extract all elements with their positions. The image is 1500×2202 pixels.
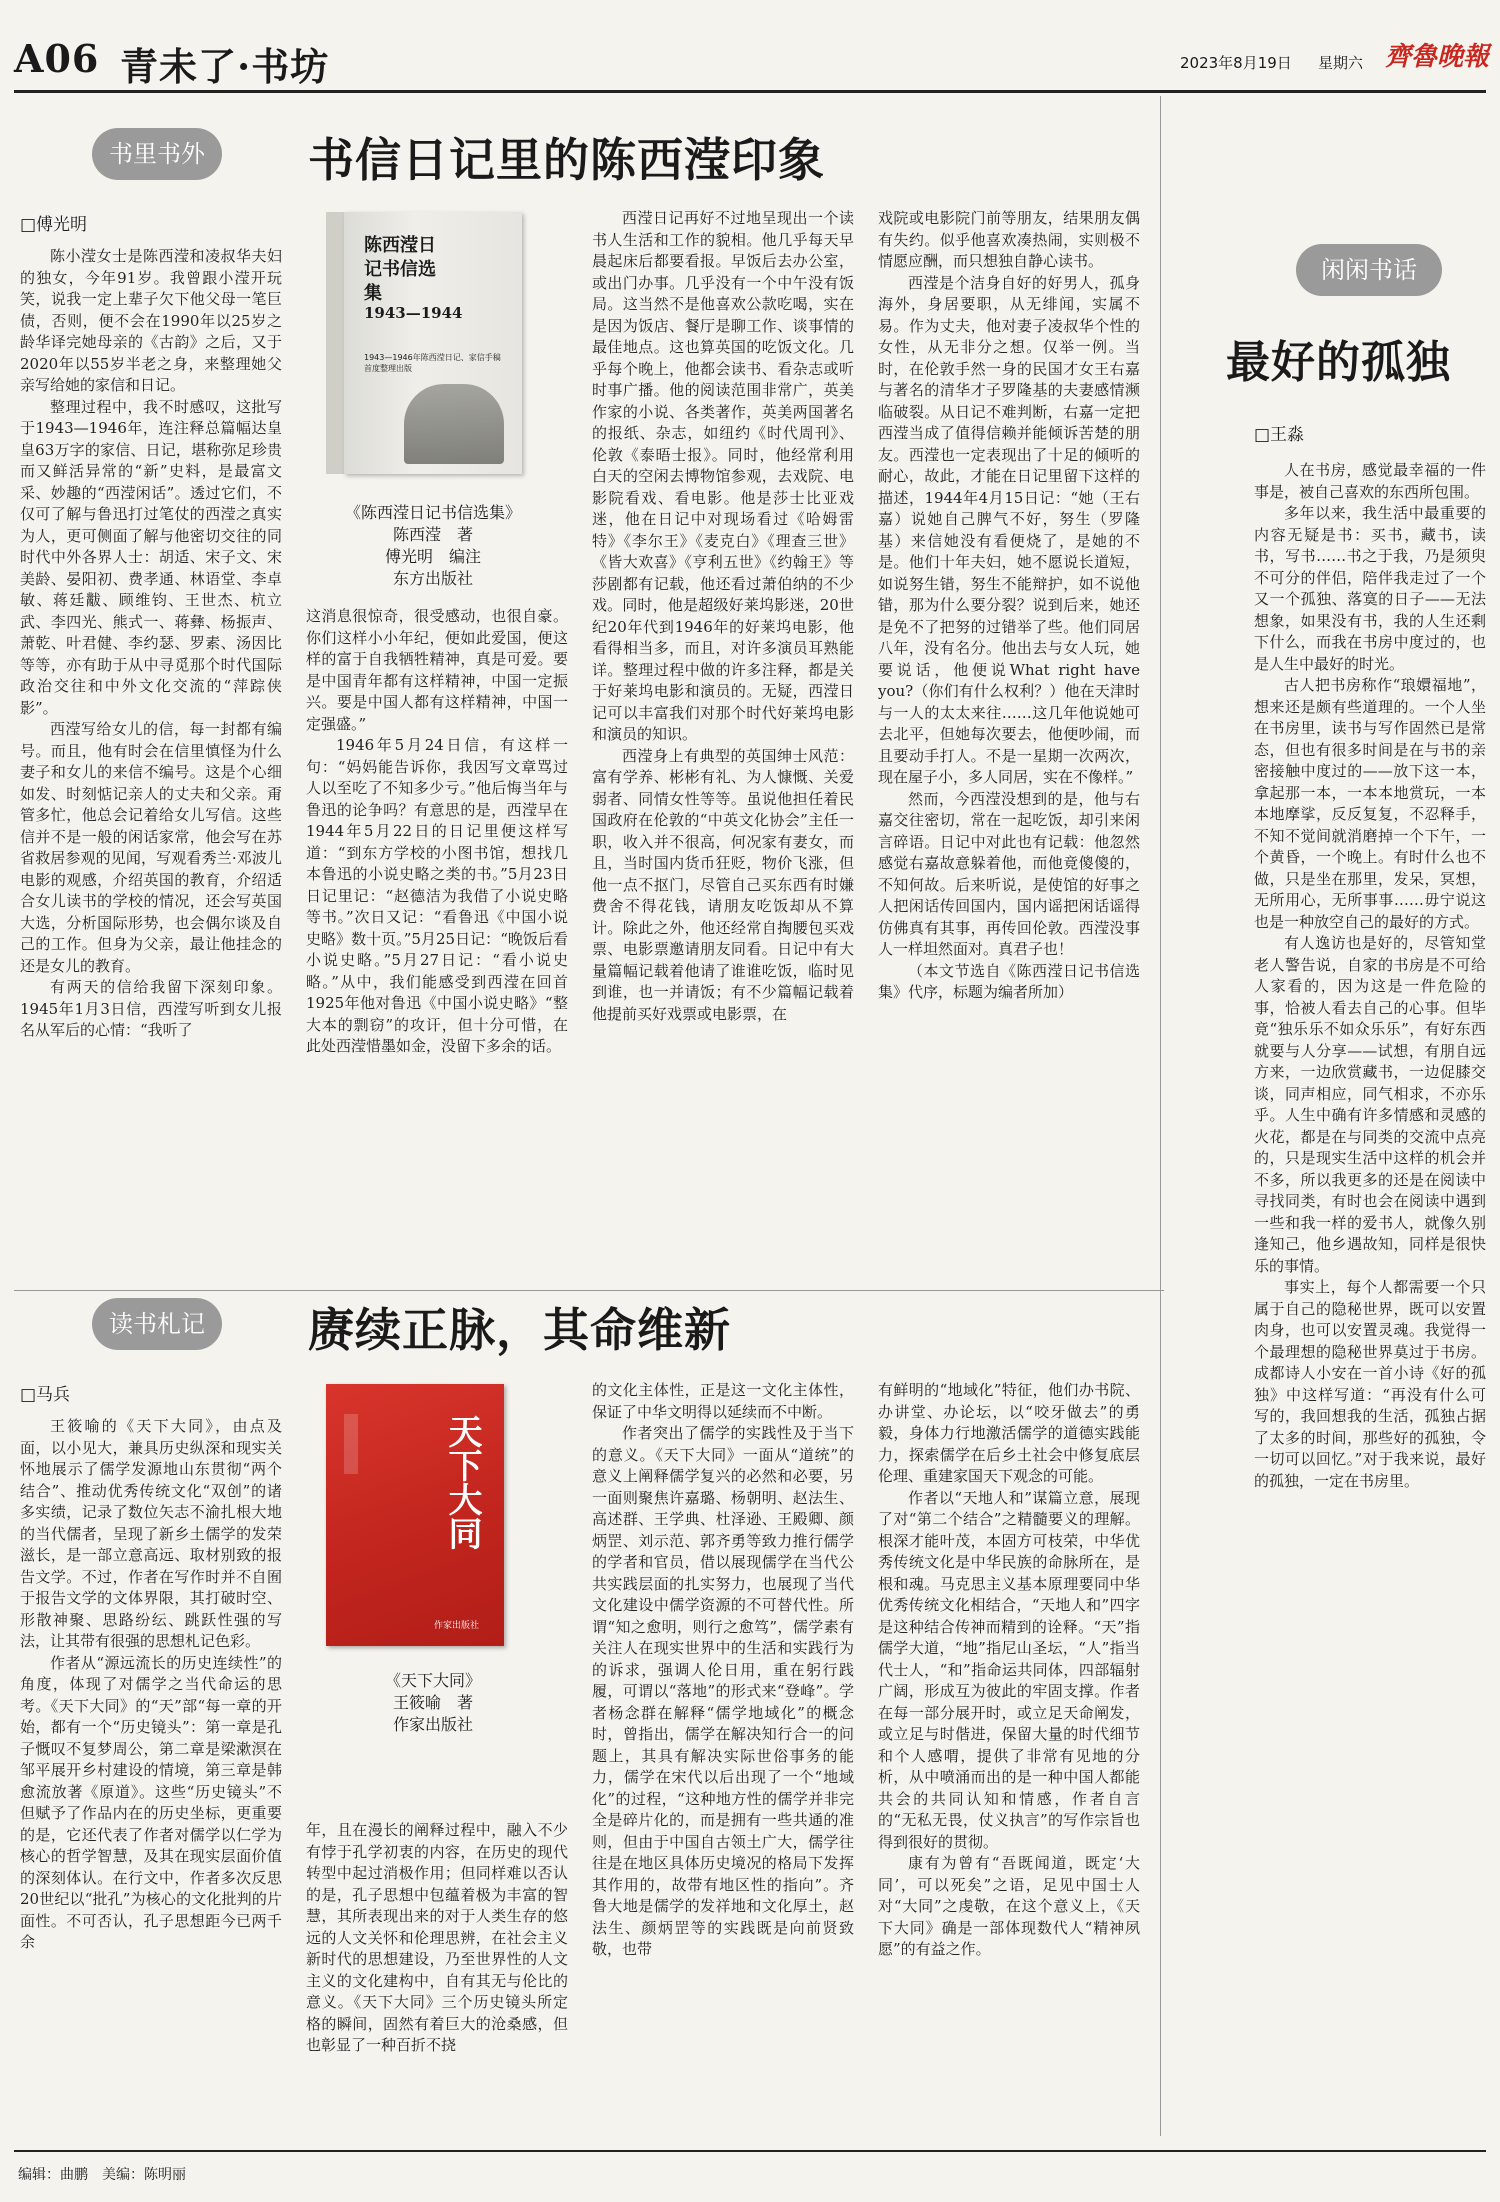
paragraph: 王筱喻的《天下大同》，由点及面，以小见大，兼具历史纵深和现实关怀地展示了儒学发源地山东贯彻“两个结合”、推动优秀传统文化“双创”的诸多实绩，记录了数位矢志不渝扎根大地的当代儒者，呈现了新乡土儒学的发荣滋长，是一部立意高远、取材别致的报告文学。不过，作者在写作时并不自囿于报告文学的文体界限，其打破时空、形散神聚、思路纷纭、跳跃性强的写法，让其带有很强的思想札记色彩。 [20,1417,282,1650]
book-cover-years: 1943—1944 [364,304,463,322]
paragraph: 有人逸访也是好的，尽管知堂老人警告说，自家的书房是不可给人家看的，因为这是一件危险的事，恰被人看去自己的心事。但毕竟“独乐乐不如众乐乐”，有好东西就要与人分享——试想，有朋自远方来，一边欣赏藏书，一边促膝交谈，同声相应，同气相求，不亦乐乎。人生中确有许多情感和灵感的火花，都是在与同类的交流中点亮的，只是现实生活中这样的机会并不多，所以我更多的还是在阅读中寻找同类，有时也会在阅读中遇到一些和我一样的爱书人，就像久别逢知己，他乡遇故知，同样是很快乐的事情。 [1254,934,1486,1275]
paragraph: 作者以“天地人和”谋篇立意，展现了对“第二个结合”之精髓要义的理解。根深才能叶茂，本固方可枝荣，中华优秀传统文化是中华民族的命脉所在，是根和魂。马克思主义基本原理要同中华优秀传统文化相结合，“天地人和”四字是这种结合传神而精到的诠释。“天”指儒学大道，“地”指尼山圣坛，“人”指当代士人，“和”指命运共同体，四部辐射广阔，形成互为彼此的牢固支撑。作者在每一部分展开时，或立足天命阐发，或立足与时偕进，保留大量的时代细节和个人感喟，提供了非常有见地的分析，从中喷涌而出的是一种中国人都能共会的共同认知和情感，作者自言的“无私无畏，仗义执言”的写作宗旨也得到很好的贯彻。 [878,1488,1140,1851]
footer-rule [14,2150,1486,2152]
article1-col3 [592,208,854,1286]
paragraph: 年，且在漫长的阐释过程中，融入不少有悖于孔学初衷的内容，在历史的现代转型中起过消极作用；但同样难以否认的是，孔子思想中包蕴着极为丰富的智慧，其所表现出来的对于人类生存的悠远的人文关怀和伦理思辨，在社会主义新时代的思想建设，乃至世界性的人文主义的文化建构中，自有其无与伦比的意义。《天下大同》三个历史镜头所定格的瞬间，固然有着巨大的沧桑感，但也彰显了一种百折不挠 [306,1821,568,2054]
book-cover-subtitle: 1943—1946年陈西滢日记、家信手稿首度整理出版 [364,353,501,373]
page-number: A06 [14,36,100,81]
paragraph: 古人把书房称作“琅嬛福地”，想来还是颇有些道理的。一个人坐在书房里，读书与写作固然已是常态，但也有很多时间是在与书的亲密接触中度过的——放下这一本，拿起那一本，一本本地赏玩，一本本地摩挲，反反复复，不忍释手，不知不觉间就消磨掉一个下午，一个黄昏，一个晚上。有时什么也不做，只是坐在那里，发呆，冥想，无所用心，无所事事……毋宁说这也是一种放空自己的最好的方式。 [1254,676,1486,931]
column-badge-shuli: 书里书外 [92,128,222,180]
sidebar-title: 最好的孤独 [1226,337,1451,388]
book-cover-small-title [344,1414,358,1474]
column-badge-dushu: 读书札记 [92,1298,222,1350]
paragraph: （本文节选自《陈西滢日记书信选集》代序，标题为编者所加） [878,961,1140,1001]
paragraph: 西滢身上有典型的英国绅士风范：富有学养、彬彬有礼、为人慷慨、关爱弱者、同情女性等等。虽说他担任着民国政府在伦敦的“中英文化协会”主任一职，收入并不很高，何况家有妻女，而且，当时国内货币狂贬，物价飞涨，但他一点不抠门，尽管自己买东西有时嫌费舍不得花钱，请朋友吃饭却从不算计。除此之外，他还经常自掏腰包买戏票、电影票邀请朋友同看。日记中有大量篇幅记载着他请了谁谁吃饭，临时见到谁，也一并请饭；有不少篇幅记载着他提前买好戏票或电影票，在 [592,746,854,1023]
paragraph: 西滢写给女儿的信，每一封都有编号。而且，他有时会在信里慎怪为什么妻子和女儿的来信不编号。这是个心细如发、时刻惦记亲人的丈夫和父亲。甭管多忙，他总会记着给女儿写信。这些信并不是一般的闲话家常，他会写在苏省救居参观的见闻，写观看秀兰·邓波儿电影的观感，介绍英国的教育，介绍适合女儿读书的学校的情况，还会写英国大选，分析国际形势，也会偶尔谈及自己的工作。但身为父亲，最让他挂念的还是女儿的教育。 [20,720,282,975]
footer-credits: 编辑：曲鹏 美编：陈明丽 [18,2167,186,2183]
book1-caption-author: 陈西滢 著 [392,525,473,544]
section-divider [14,1290,1164,1291]
article1-col4 [878,208,1140,1286]
paragraph: 作者突出了儒学的实践性及于当下的意义。《天下大同》一面从“道统”的意义上阐释儒学复兴的必然和必要，另一面则聚焦许嘉璐、杨朝明、赵法生、高述群、王学典、杜泽逊、王殿卿、颜炳罡、刘示范、郭齐勇等致力推行儒学的学者和官员，借以展现儒学在当代公共实践层面的扎实努力，也展现了当代文化建设中儒学资源的不可替代性。所谓“知之愈明，则行之愈笃”，儒学素有关注人在现实世界中的生活和实践行为的诉求，强调人伦日用，重在躬行践履，可谓以“落地”的形式来“登峰”。学者杨念群在解释“儒学地域化”的概念时，曾指出，儒学在解决知行合一的问题上，其具有解决实际世俗事务的能力，儒学在宋代以后出现了一个“地域化”的过程，“这种地方性的儒学并非完全是碎片化的，而是拥有一些共通的准则，但由于中国自古领土广大，儒学往往是在地区具体历史境况的格局下发挥其作用的，故带有地区性的指向”。齐鲁大地是儒学的发祥地和文化厚土，赵法生、颜炳罡等的实践既是向前贤致敬，也带 [592,1424,854,1958]
article2-col4 [878,1380,1140,2138]
book-cover-title: 陈西滢日记书信选集 [364,235,436,304]
paragraph: 有鲜明的“地域化”特征，他们办书院、办讲堂、办论坛，以“咬牙做去”的勇毅，身体力行地激活儒学的道德实践能力，探索儒学在后乡土社会中修复底层伦理、重建家国天下观念的可能。 [878,1381,1140,1485]
column-badge-xianxian: 闲闲书话 [1296,244,1442,296]
book-cover-publisher: 作家出版社 [434,1621,480,1631]
book1-caption-title: 《陈西滢日记书信选集》 [344,503,521,522]
article2-col3 [592,1380,854,2138]
paragraph: 多年以来，我生活中最重要的内容无疑是书：买书，藏书，读书，写书……书之于我，乃是须臾不可分的伴侣，陪伴我走过了一个又一个孤独、落寞的日子——无法想象，如果没有书，我的人生还剩下什么，而我在书房中度过的，也是人生中最好的时光。 [1254,504,1486,673]
paragraph: 作者从“源远流长的历史连续性”的角度，体现了对儒学之当代命运的思考。《天下大同》的“天”部“每一章的开始，都有一个“历史镜头”：第一章是孔子慨叹不复梦周公，第二章是梁漱溟在邹平展开乡村建设的情境，第三章是韩愈流放著《原道》。这些“历史镜头”不但赋予了作品内在的历史坐标，更重要的是，它还代表了作者对儒学以仁学为核心的哲学智慧，及其在现实层面价值的深刻体认。在行文中，作者多次反思20世纪以“批孔”为核心的文化批判的片面性。不可否认，孔子思想距今已两千余 [20,1653,282,1951]
paragraph: 陈小滢女士是陈西滢和凌叔华夫妇的独女，今年91岁。我曾跟小滢开玩笑，说我一定上辈子欠下他父母一笔巨债，否则，便不会在1990年以25岁之龄华译完她母亲的《古韵》之后，又于2020年以55岁半老之身，来整理她父亲写给她的家信和日记。 [20,247,282,394]
sidebar-divider [1160,96,1161,2136]
section-title: 青未了·书坊 [120,44,330,89]
article2-byline: □马兵 [20,1385,71,1405]
article2-col2 [306,1820,568,2138]
article2-col1 [20,1416,282,2138]
book-cover-title: 天下大同 [442,1414,482,1550]
paragraph: 的文化主体性，正是这一文化主体性，保证了中华文明得以延续而不中断。 [592,1381,854,1421]
book-cover-tianxiadatong [326,1384,504,1646]
paragraph: 康有为曾有“吾既闻道，既定‘大同’，可以死矣”之语，足见中国士人对“大同”之虔敬，在这个意义上，《天下大同》确是一部体现数代人“精神夙愿”的有益之作。 [878,1854,1140,1958]
paragraph: 整理过程中，我不时感叹，这批写于1943—1946年，连注释总篇幅达皇皇63万字的家信、日记，堪称弥足珍贵而又鲜活异常的“新”史料，是最富文采、妙趣的“西滢闲话”。透过它们，不仅可了解与鲁迅打过笔仗的西滢之真实为人，更可侧面了解与他密切交往的同时代中外各界人士：胡适、宋子文、宋美龄、晏阳初、费孝通、林语堂、李卓敏、蒋廷黻、顾维钧、王世杰、杭立武、李四光、熊式一、蒋彝、杨振声、萧乾、叶君健、李约瑟、罗素、汤因比等等，亦有助于从中寻觅那个时代国际政治交往和中外文化交流的“萍踪侠影”。 [20,397,282,717]
sidebar-body [1254,460,1486,2150]
book1-caption-press: 东方出版社 [392,569,473,588]
issue-weekday: 星期六 [1318,54,1364,72]
sidebar-byline: □王淼 [1254,425,1305,445]
article2-title: 赓续正脉，其命维新 [308,1303,731,1357]
paragraph: 人在书房，感觉最幸福的一件事是，被自己喜欢的东西所包围。 [1254,461,1486,501]
book2-caption-press: 作家出版社 [392,1715,473,1734]
article1-col1 [20,246,282,1286]
book2-caption [308,1670,558,1740]
paragraph: 这消息很惊奇，很受感动，也很自豪。你们这样小小年纪，便如此爱国，便这样的富于自我牺牲精神，真是可爱。要是中国青年都有这样精神，中国一定振兴。要是中国人都有这样精神，中国一定强盛。” [306,607,568,733]
paragraph: 有两天的信给我留下深刻印象。1945年1月3日信，西滢写听到女儿报名从军后的心情：“我听了 [20,978,282,1039]
article1-col2 [306,606,568,1286]
paragraph: 西滢是个洁身自好的好男人，孤身海外，身居要职，从无绯闻，实属不易。作为丈夫，他对妻子凌叔华个性的女性，从无非分之想。仅举一例。当时，在伦敦手然一身的民国才女王右嘉与著名的清华才子罗隆基的夫妻感情濒临破裂。从日记不难判断，右嘉一定把西滢当成了值得信赖并能倾诉苦楚的朋友。西滢也一定表现出了十足的倾听的耐心，故此，才能在日记里留下这样的描述，1944年4月15日记：“她（王右嘉）说她自己脾气不好，努生（罗隆基）来信她没有看便烧了，是她的不是。他们十年夫妇，她不愿说长道短，如说努生错，努生不能辩护，如不说他错，那为什么要分裂？说到后来，她还是免不了把努的过错举了些。他们同居八年，没有名分。他出去与女人玩，她要说话，他便说What right have you?（你们有什么权利？）他在天津时与一人的太太来往……这几年他说她可去北平，但她每次要去，他便吵闹，而且要动手打人。不是一星期一次两次，现在屋子小，多人同居，实在不像样。” [878,273,1140,786]
book1-caption [308,502,558,594]
book2-caption-title: 《天下大同》 [384,1671,481,1690]
book-cover-chenxiying [344,212,522,474]
paragraph: 然而，今西滢没想到的是，他与右嘉交往密切，常在一起吃饭，却引来闲言碎语。日记中对此也有记载：他忽然感觉右嘉故意躲着他，而他竟傻傻的，不知何故。后来听说，是使馆的好事之人把闲话传回国内，国内谣把闲话谣得仿佛真有其事，再传回伦敦。西滢没事人一样坦然面对。真君子也！ [878,789,1140,958]
article1-byline: □傅光明 [20,215,88,235]
book1-caption-editor: 傅光明 编注 [384,547,481,566]
issue-date: 2023年8月19日 [1180,54,1292,72]
paragraph: 1946年5月24日信，有这样一句：“妈妈能告诉你，我因写文章骂过人以至吃了不知多少亏。”他后悔当年与鲁迅的论争吗？有意思的是，西滢早在1944年5月22日的日记里便这样写道：“到东方学校的小图书馆，想找几本鲁迅的小说史略之类的书。”5月23日日记里记：“赵德洁为我借了小说史略等书。”次日又记：“看鲁迅《中国小说史略》数十页。”5月25日记：“晚饭后看小说史略。”5月27日记：“看小说史略。”从中，我们能感受到西滢在回首1925年他对鲁迅《中国小说史略》“整大本的剽窃”的攻讦，但十分可惜，在此处西滢惜墨如金，没留下多余的话。 [306,736,568,1055]
header-rule [14,90,1486,93]
newspaper-logo: 齊魯晚報 [1385,42,1490,72]
book-cover-photo [404,384,504,464]
paragraph: 事实上，每个人都需要一个只属于自己的隐秘世界，既可以安置肉身，也可以安置灵魂。我觉得一个最理想的隐秘世界莫过于书房。成都诗人小安在一首小诗《好的孤独》中这样写道：“再没有什么可写的，我回想我的生活，孤独占据了太多的时间，那些好的孤独，令一切可以回忆。”对于我来说，最好的孤独，一定在书房里。 [1254,1278,1486,1490]
paragraph: 戏院或电影院门前等朋友，结果朋友偶有失约。似乎他喜欢凑热闹，实则极不情愿应酬，而只想独自静心读书。 [878,209,1140,270]
article1-title: 书信日记里的陈西滢印象 [308,133,825,187]
paragraph: 西滢日记再好不过地呈现出一个读书人生活和工作的貌相。他几乎每天早晨起床后都要看报。早饭后去办公室，或出门办事。几乎没有一个中午没有饭局。这当然不是他喜欢公款吃喝，实在是因为饭店、餐厅是聊工作、谈事情的最佳地点。这也算英国的吃饭文化。几乎每个晚上，他都会读书、看杂志或听时事广播。他的阅读范围非常广，英美作家的小说、各类著作，英美两国著名的报纸、杂志，如纽约《时代周刊》、伦敦《泰晤士报》。同时，他经常利用白天的空闲去博物馆参观，去戏院、电影院看戏、看电影。他是莎士比亚戏迷，他在日记中对现场看过《哈姆雷特》《李尔王》《麦克白》《理查三世》《皆大欢喜》《亨利五世》《约翰王》等莎剧都有记载，他还看过萧伯纳的不少戏。同时，他是超级好莱坞影迷，20世纪20年代到1946年的好莱坞电影，他看得相当多，而且，对许多演员耳熟能详。整理过程中做的许多注释，都是关于好莱坞电影和演员的。无疑，西滢日记可以丰富我们对那个时代好莱坞电影和演员的知识。 [592,209,854,743]
book2-caption-author: 王筱喻 著 [392,1693,473,1712]
